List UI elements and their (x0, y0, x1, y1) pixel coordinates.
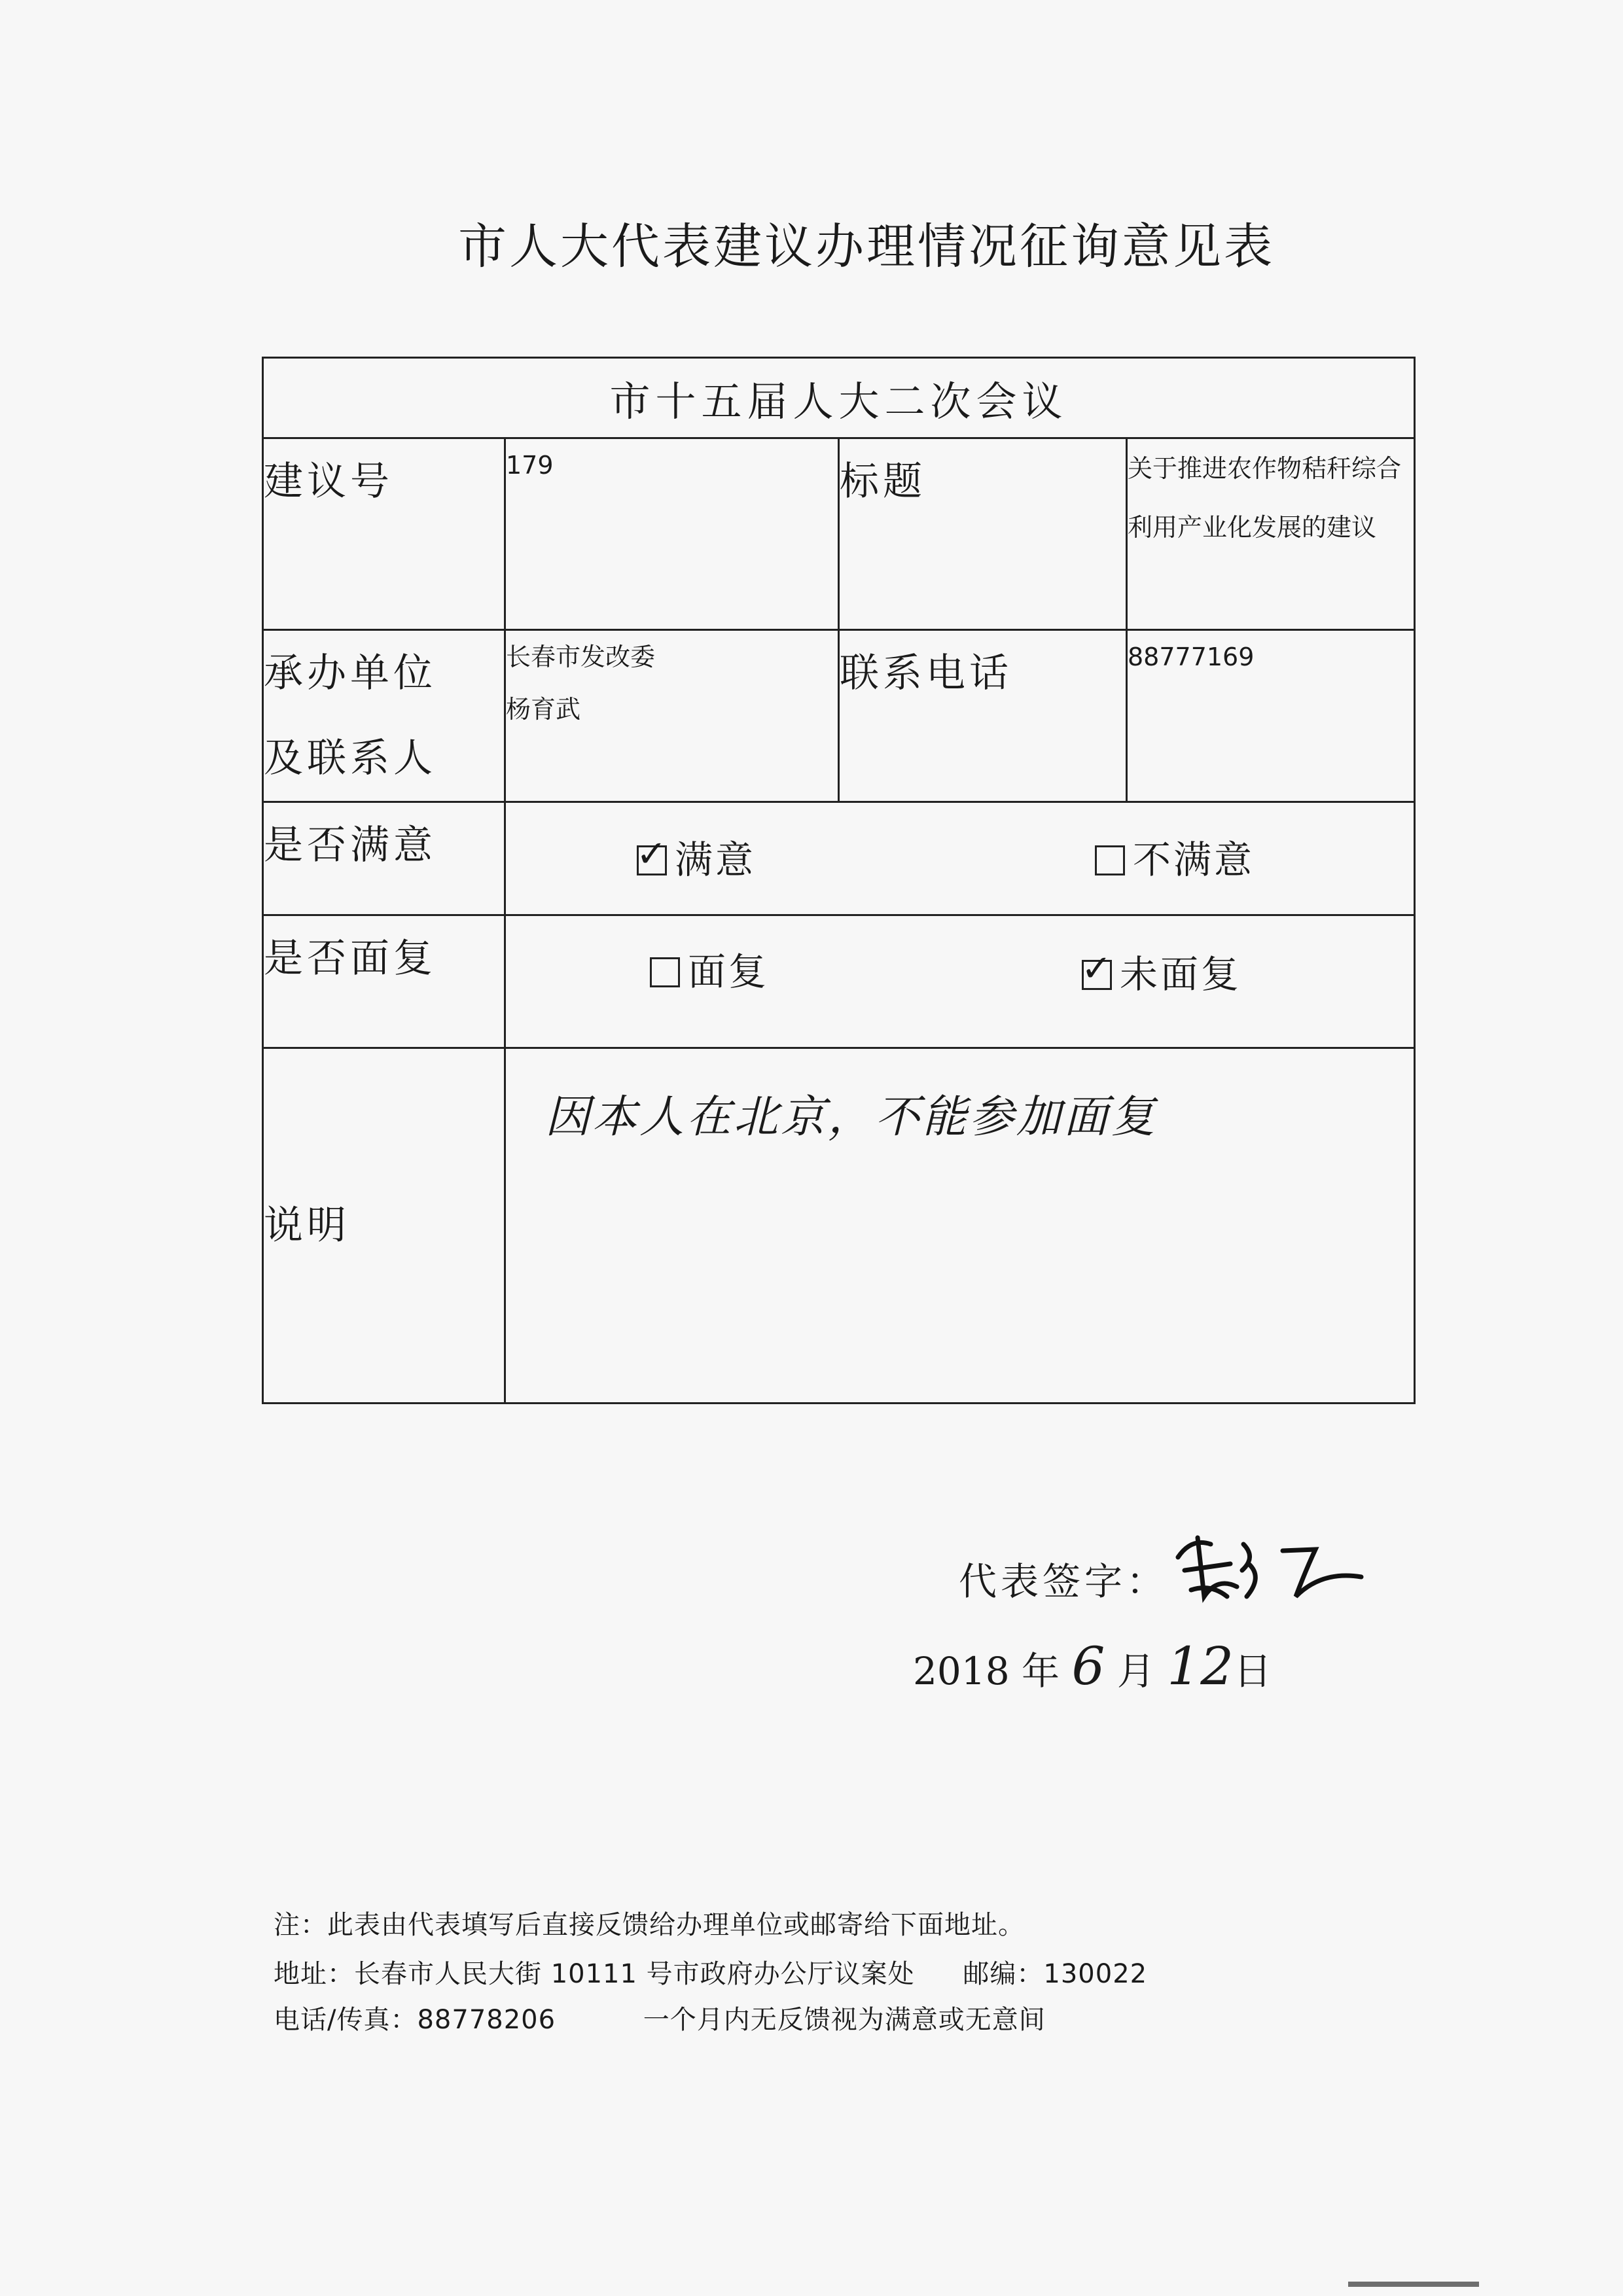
footer-address: 地址：长春市人民大街 10111 号市政府办公厅议案处 (274, 1959, 915, 1989)
note-content[interactable] (505, 1048, 1415, 1404)
satisfaction-options (505, 802, 1415, 915)
note-label: 说明 (263, 1048, 505, 1404)
satisfied-option-label: 满意 (675, 838, 757, 882)
footer-note: 注：此表由代表填写后直接反馈给办理单位或邮寄给下面地址。 (274, 1910, 1025, 1940)
date-month: 6 (1071, 1636, 1105, 1697)
unsatisfied-option-label: 不满意 (1133, 838, 1255, 882)
contact-phone-value: 88777169 (1127, 630, 1415, 802)
handling-unit-label-line1: 承办单位 (264, 650, 437, 696)
handwritten-note: 因本人在北京，不能参加面复 (545, 1091, 1158, 1143)
no-face-reply-checkbox[interactable] (1081, 947, 1115, 990)
handling-unit-label-line2: 及联系人 (264, 735, 437, 781)
face-reply-option-label: 面复 (688, 949, 770, 994)
date-year-unit: 年 (1022, 1649, 1060, 1693)
sign-date (913, 1636, 1272, 1697)
date-day: 12 (1167, 1636, 1234, 1697)
representative-signature (1165, 1498, 1374, 1619)
contact-phone-label: 联系电话 (839, 630, 1127, 802)
face-reply-checkbox[interactable] (650, 957, 680, 987)
face-reply-option[interactable] (650, 941, 769, 996)
page-title: 市人大代表建议办理情况征询意见表 (458, 219, 1275, 275)
proposal-number-value: 179 (505, 438, 839, 630)
footer-phone: 电话/传真：88778206 (274, 2005, 556, 2035)
checkmark-icon: ✓ (1081, 947, 1115, 990)
face-reply-options (505, 915, 1415, 1048)
satisfied-option[interactable] (637, 829, 756, 884)
no-face-reply-option-label: 未面复 (1120, 952, 1242, 997)
date-day-unit: 日 (1234, 1649, 1272, 1693)
proposal-number-label: 建议号 (263, 438, 505, 630)
handling-unit-name: 长春市发改委 (506, 643, 656, 671)
face-reply-label: 是否面复 (263, 915, 505, 1048)
handling-unit-value (505, 630, 839, 802)
proposal-title-label: 标题 (839, 438, 1127, 630)
footer-default-rule: 一个月内无反馈视为满意或无意间 (643, 2005, 1046, 2035)
footer-postcode: 邮编：130022 (963, 1959, 1148, 1989)
no-face-reply-option[interactable] (1082, 944, 1241, 998)
footer-phone-line (274, 1999, 1046, 2036)
satisfied-checkbox[interactable] (636, 832, 669, 875)
signature-label: 代表签字： (959, 1559, 1169, 1604)
feedback-form-table (262, 357, 1416, 1404)
meeting-name: 市十五届人大二次会议 (263, 358, 1415, 438)
checkmark-icon: ✓ (636, 832, 669, 875)
handling-unit-label (263, 630, 505, 802)
footer-address-line (274, 1953, 1147, 1990)
unsatisfied-checkbox[interactable] (1095, 845, 1125, 875)
date-month-unit: 月 (1116, 1649, 1155, 1693)
date-year: 2018 (913, 1649, 1010, 1693)
contact-person-name: 杨育武 (506, 695, 581, 724)
unsatisfied-option[interactable] (1095, 829, 1255, 884)
proposal-title-value: 关于推进农作物秸秆综合利用产业化发展的建议 (1127, 438, 1415, 630)
scan-edge-mark (1348, 2282, 1479, 2287)
satisfaction-label: 是否满意 (263, 802, 505, 915)
